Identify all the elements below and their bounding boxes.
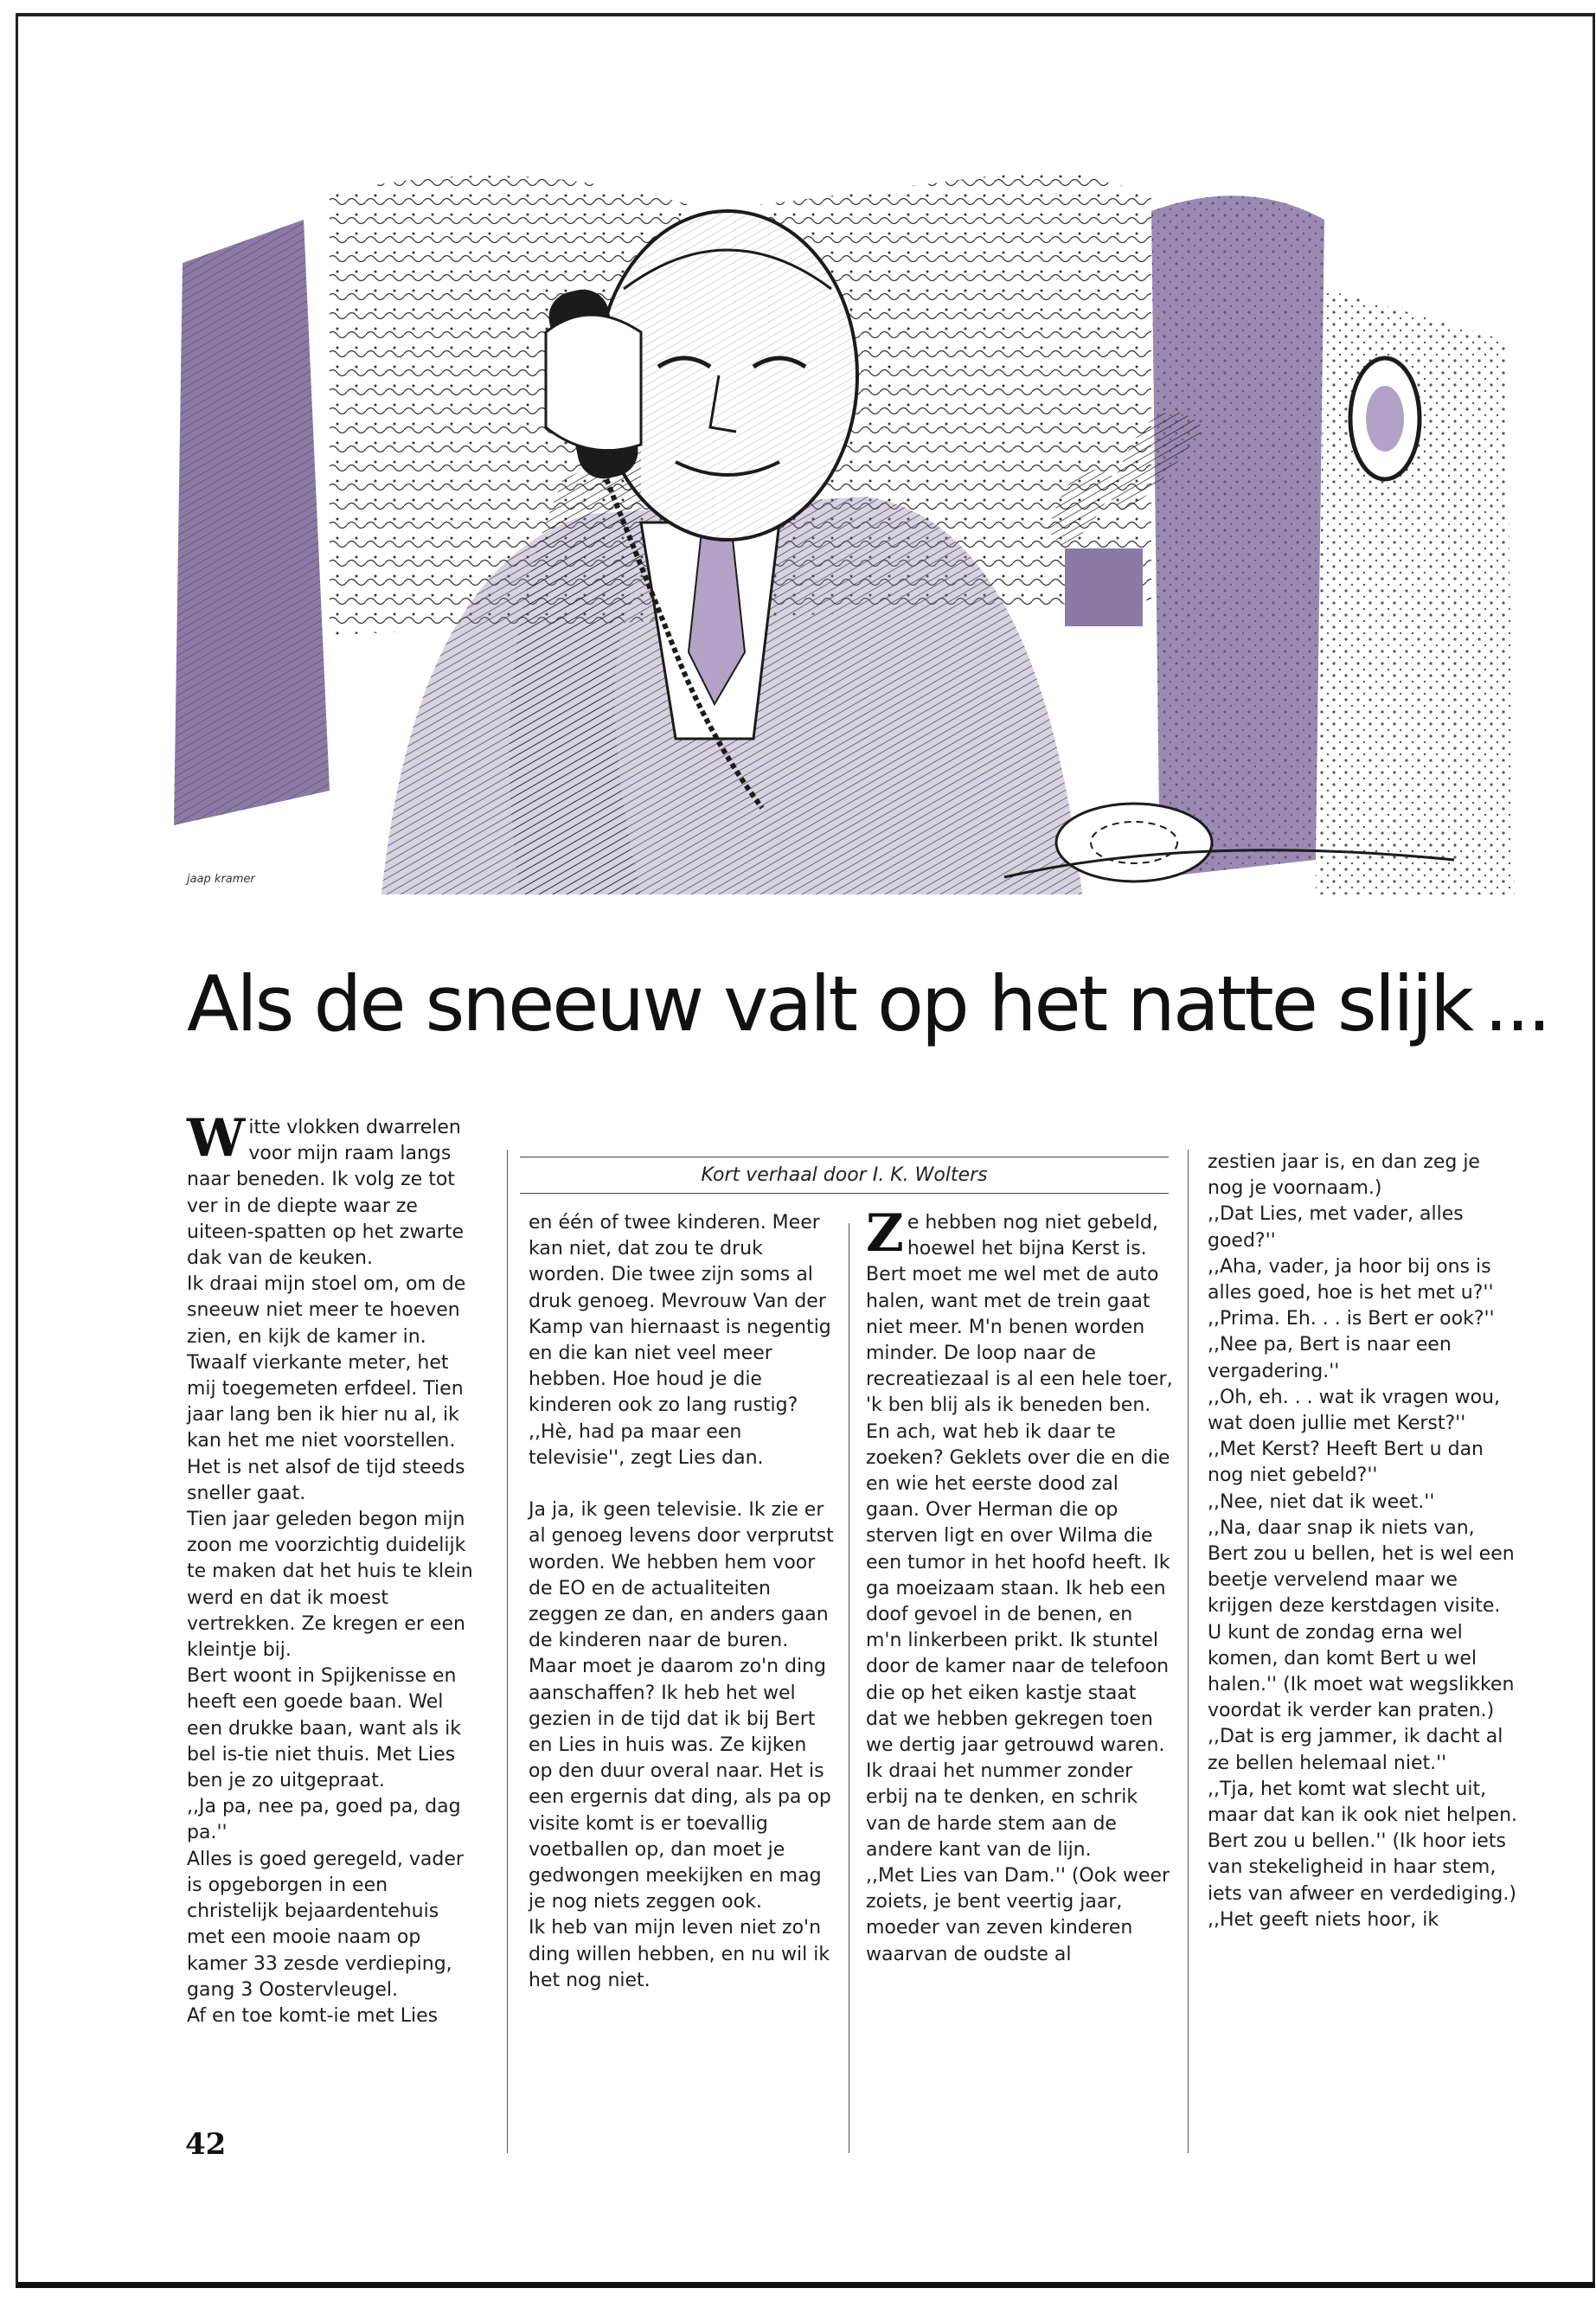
- column-1-text: itte vlokken dwarrelen voor mijn raam langs naar beneden. Ik volg ze tot ver in de diepte waar ze uiteen-spatten op het zwarte dak van de keuken. Ik draai mijn stoel om, om de sneeuw niet meer te hoeven zien, en kijk de kamer in. Twaalf vierkante meter, het mij toegemeten erfdeel. Tien jaar lang ben ik hier nu al, ik kan het me niet voorstellen. Het is net alsof de tijd steeds sneller gaat. Tien jaar geleden begon mijn zoon me voorzichtig duidelijk te maken dat het huis te klein werd en dat ik moest vertrekken. Ze kregen er een kleintje bij. Bert woont in Spijkenisse en heeft een goede baan. Wel een drukke baan, want als ik bel is-tie niet thuis. Met Lies ben je zo uitgepraat. ,,Ja pa, nee pa, goed pa, dag pa.'' Alles is goed geregeld, vader is opgeborgen in een christelijk bejaardentehuis met een mooie naam op kamer 33 zesde verdieping, gang 3 Oostervleugel. Af en toe komt-ie met Lies: [187, 1117, 473, 2027]
- column-divider: [507, 1150, 508, 2153]
- column-divider: [1188, 1150, 1189, 2153]
- article-column-2: en één of twee kinderen. Meer kan niet, dat zou te druk worden. Die twee zijn soms al druk genoeg. Mevrouw Van der Kamp van hiernaast is negentig en die kan niet veel meer hebben. Hoe houd je die kinderen ook zo lang rustig? ,,Hè, had pa maar een televisie'', zegt Lies dan. Ja ja, ik geen televisie. Ik zie er al genoeg levens door verprutst worden. We hebben hem voor de EO en de actualiteiten zeggen ze dan, en anders gaan de kinderen naar de buren. Maar moet je daarom zo'n ding aanschaffen? Ik heb het wel gezien in de tijd dat ik bij Bert en Lies in huis was. Ze kijken op den duur overal naar. Het is een ergernis dat ding, als pa op visite komt is er toevallig voetballen op, dan moet je gedwongen meekijken en mag je nog niets zeggen ook. Ik heb van mijn leven niet zo'n ding willen hebben, en nu wil ik het nog niet.: [529, 1212, 834, 1991]
- article-column-4: zestien jaar is, en dan zeg je nog je voornaam.) ,,Dat Lies, met vader, alles goed?'' ,,Aha, vader, ja hoor bij ons is alles goed, hoe is het met u?'' ,,Prima. Eh. . . is Bert er ook?'' ,,Nee pa, Bert is naar een vergadering.'' ,,Oh, eh. . . wat ik vragen wou, wat doen jullie met Kerst?'' ,,Met Kerst? Heeft Bert u dan nog niet gebeld?'' ,,Nee, niet dat ik weet.'' ,,Na, daar snap ik niets van, Bert zou u bellen, het is wel een beetje vervelend maar we krijgen deze kerstdagen visite. U kunt de zondag erna wel komen, dan komt Bert u wel halen.'' (Ik moet wat wegslikken voordat ik verder kan praten.) ,,Dat is erg jammer, ik dacht al ze bellen helemaal niet.'' ,,Tja, het komt wat slecht uit, maar dat kan ik ook niet helpen. Bert zou u bellen.'' (Ik hoor iets van stekeligheid in haar stem, iets van afweer en verdediging.) ,,Het geeft niets hoor, ik: [1208, 1151, 1518, 1931]
- story-illustration: [157, 116, 1519, 912]
- article-headline: Als de sneeuw valt op het natte slijk ...: [187, 959, 1549, 1048]
- article-column-1: [187, 1108, 477, 2029]
- old-man-on-telephone-illustration: [157, 116, 1519, 912]
- magazine-page: [16, 13, 1595, 2288]
- illustrator-signature: jaap kramer: [187, 873, 255, 886]
- page-number: 42: [185, 2127, 227, 2162]
- column-3-text: e hebben nog niet gebeld, hoewel het bijna Kerst is. Bert moet me wel met de auto halen, want met de trein gaat niet meer. M'n benen worden minder. De loop naar de recreatiezaal is al een hele toer, 'k ben blij als ik beneden ben. En ach, wat heb ik daar te zoeken? Geklets over die en die en wie het eerste dood zal gaan. Over Herman die op sterven ligt en over Wilma die een tumor in het hoofd heeft. Ik ga moeizaam staan. Ik heb een doof gevoel in de benen, en m'n linkerbeen prikt. Ik stuntel door de kamer naar de telefoon die op het eiken kastje staat dat we hebben gekregen toen we dertig jaar getrouwd waren. Ik draai het nummer zonder erbij na te denken, en schrik van de harde stem aan de andere kant van de lijn. ,,Met Lies van Dam.'' (Ook weer zoiets, je bent veertig jaar, moeder van zeven kinderen waarvan de oudste al: [866, 1212, 1173, 1965]
- drop-cap: Z: [866, 1203, 904, 1264]
- drop-cap: W: [187, 1108, 246, 1169]
- byline: Kort verhaal door I. K. Wolters: [520, 1157, 1169, 1194]
- article-column-3: [866, 1203, 1173, 1968]
